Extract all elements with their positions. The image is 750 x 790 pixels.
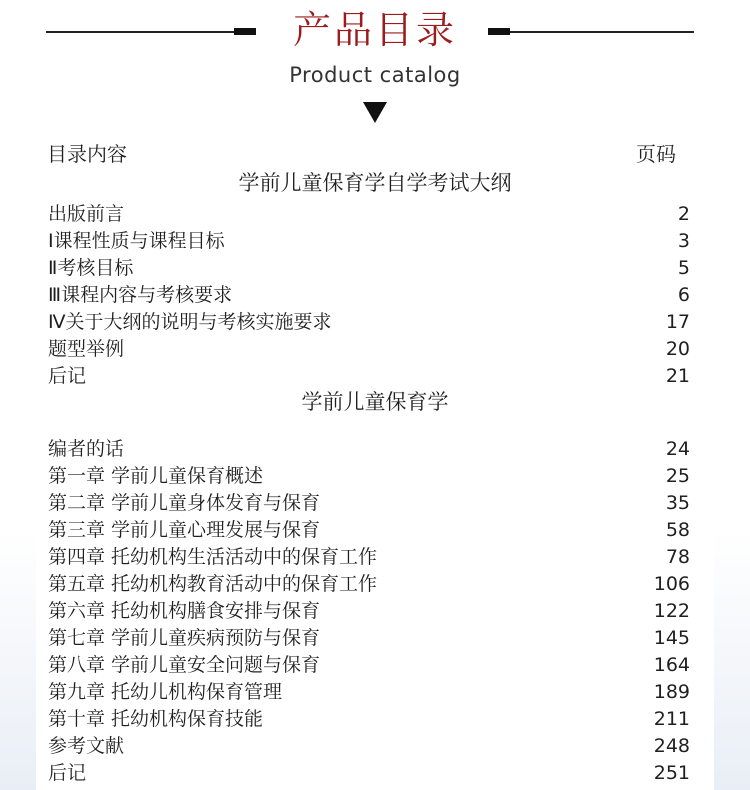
toc-entry-page: 24 bbox=[665, 438, 690, 460]
toc-entry-title: 参考文献 bbox=[48, 735, 125, 757]
toc-entry-title: 第一章 学前儿童保育概述 bbox=[48, 465, 264, 487]
toc-entry-page: 189 bbox=[653, 681, 690, 703]
toc-entry-page: 164 bbox=[653, 654, 690, 676]
page-column-label: 页码 bbox=[636, 142, 676, 166]
page-title: 产品目录 bbox=[292, 8, 457, 52]
toc-entry-title: Ⅲ课程内容与考核要求 bbox=[48, 284, 233, 306]
toc-entry-title: 编者的话 bbox=[48, 438, 125, 460]
toc-entry-title: 出版前言 bbox=[48, 203, 125, 225]
toc-entry-page: 211 bbox=[653, 708, 690, 730]
toc-entry-title: Ⅳ关于大纲的说明与考核实施要求 bbox=[48, 311, 332, 333]
toc-entry-page: 248 bbox=[653, 735, 690, 757]
toc-entry bbox=[48, 625, 690, 652]
toc-entry bbox=[48, 490, 690, 517]
toc-entry-page: 145 bbox=[653, 627, 690, 649]
toc-entry-title: Ⅰ课程性质与课程目标 bbox=[48, 230, 225, 252]
toc-entry bbox=[48, 363, 690, 390]
page-subtitle: Product catalog bbox=[289, 63, 461, 87]
toc-entry bbox=[48, 544, 690, 571]
toc-entry bbox=[48, 598, 690, 625]
catalog-header bbox=[0, 0, 750, 130]
toc-entry-page: 17 bbox=[665, 311, 690, 333]
toc-entry-title: 第七章 学前儿童疾病预防与保育 bbox=[48, 627, 321, 649]
down-triangle-icon bbox=[363, 102, 387, 123]
section-title: 学前儿童保育学 bbox=[301, 390, 449, 414]
toc-entry-page: 35 bbox=[665, 492, 690, 514]
toc-entry-page: 21 bbox=[665, 365, 690, 387]
toc-entry-page: 20 bbox=[665, 338, 690, 360]
background-shade-left bbox=[0, 530, 36, 790]
toc-entry-title: 第五章 托幼机构教育活动中的保育工作 bbox=[48, 573, 378, 595]
toc-entry-title: 第八章 学前儿童安全问题与保育 bbox=[48, 654, 321, 676]
toc-entry bbox=[48, 201, 690, 228]
toc-entry bbox=[48, 733, 690, 760]
toc-entry-page: 25 bbox=[665, 465, 690, 487]
toc-entry bbox=[48, 436, 690, 463]
toc-entry-page: 122 bbox=[653, 600, 690, 622]
toc-entry-title: 第二章 学前儿童身体发育与保育 bbox=[48, 492, 321, 514]
toc-entry bbox=[48, 571, 690, 598]
toc-entry bbox=[48, 282, 690, 309]
toc-entry-title: 后记 bbox=[48, 762, 87, 784]
toc-entry bbox=[48, 463, 690, 490]
section-title: 学前儿童保育学自学考试大纲 bbox=[238, 171, 512, 195]
toc-entry-page: 78 bbox=[665, 546, 690, 568]
toc-entry-page: 3 bbox=[677, 230, 690, 252]
toc-entry bbox=[48, 228, 690, 255]
toc-entry bbox=[48, 309, 690, 336]
toc-entry-page: 6 bbox=[677, 284, 690, 306]
toc-entry-title: 第十章 托幼机构保育技能 bbox=[48, 708, 264, 730]
toc-entry-title: 第六章 托幼机构膳食安排与保育 bbox=[48, 600, 321, 622]
toc-entry-title: Ⅱ考核目标 bbox=[48, 257, 134, 279]
toc-entry-title: 第三章 学前儿童心理发展与保育 bbox=[48, 519, 321, 541]
toc-entry-page: 5 bbox=[677, 257, 690, 279]
toc-entry-page: 58 bbox=[665, 519, 690, 541]
toc-entry bbox=[48, 517, 690, 544]
toc-entry bbox=[48, 652, 690, 679]
toc-entry-page: 251 bbox=[653, 762, 690, 784]
toc-entry-title: 第四章 托幼机构生活活动中的保育工作 bbox=[48, 546, 378, 568]
toc-entry-page: 2 bbox=[677, 203, 690, 225]
toc-entry bbox=[48, 679, 690, 706]
contents-column-label: 目录内容 bbox=[47, 142, 127, 166]
toc-entry-page: 106 bbox=[653, 573, 690, 595]
toc-entry bbox=[48, 760, 690, 787]
toc-entry bbox=[48, 336, 690, 363]
toc-entry-title: 题型举例 bbox=[48, 338, 125, 360]
toc-entry-title: 第九章 托幼儿机构保育管理 bbox=[48, 681, 283, 703]
background-shade-right bbox=[714, 530, 750, 790]
toc-entry bbox=[48, 255, 690, 282]
toc-entry bbox=[48, 706, 690, 733]
toc-entry-title: 后记 bbox=[48, 365, 87, 387]
